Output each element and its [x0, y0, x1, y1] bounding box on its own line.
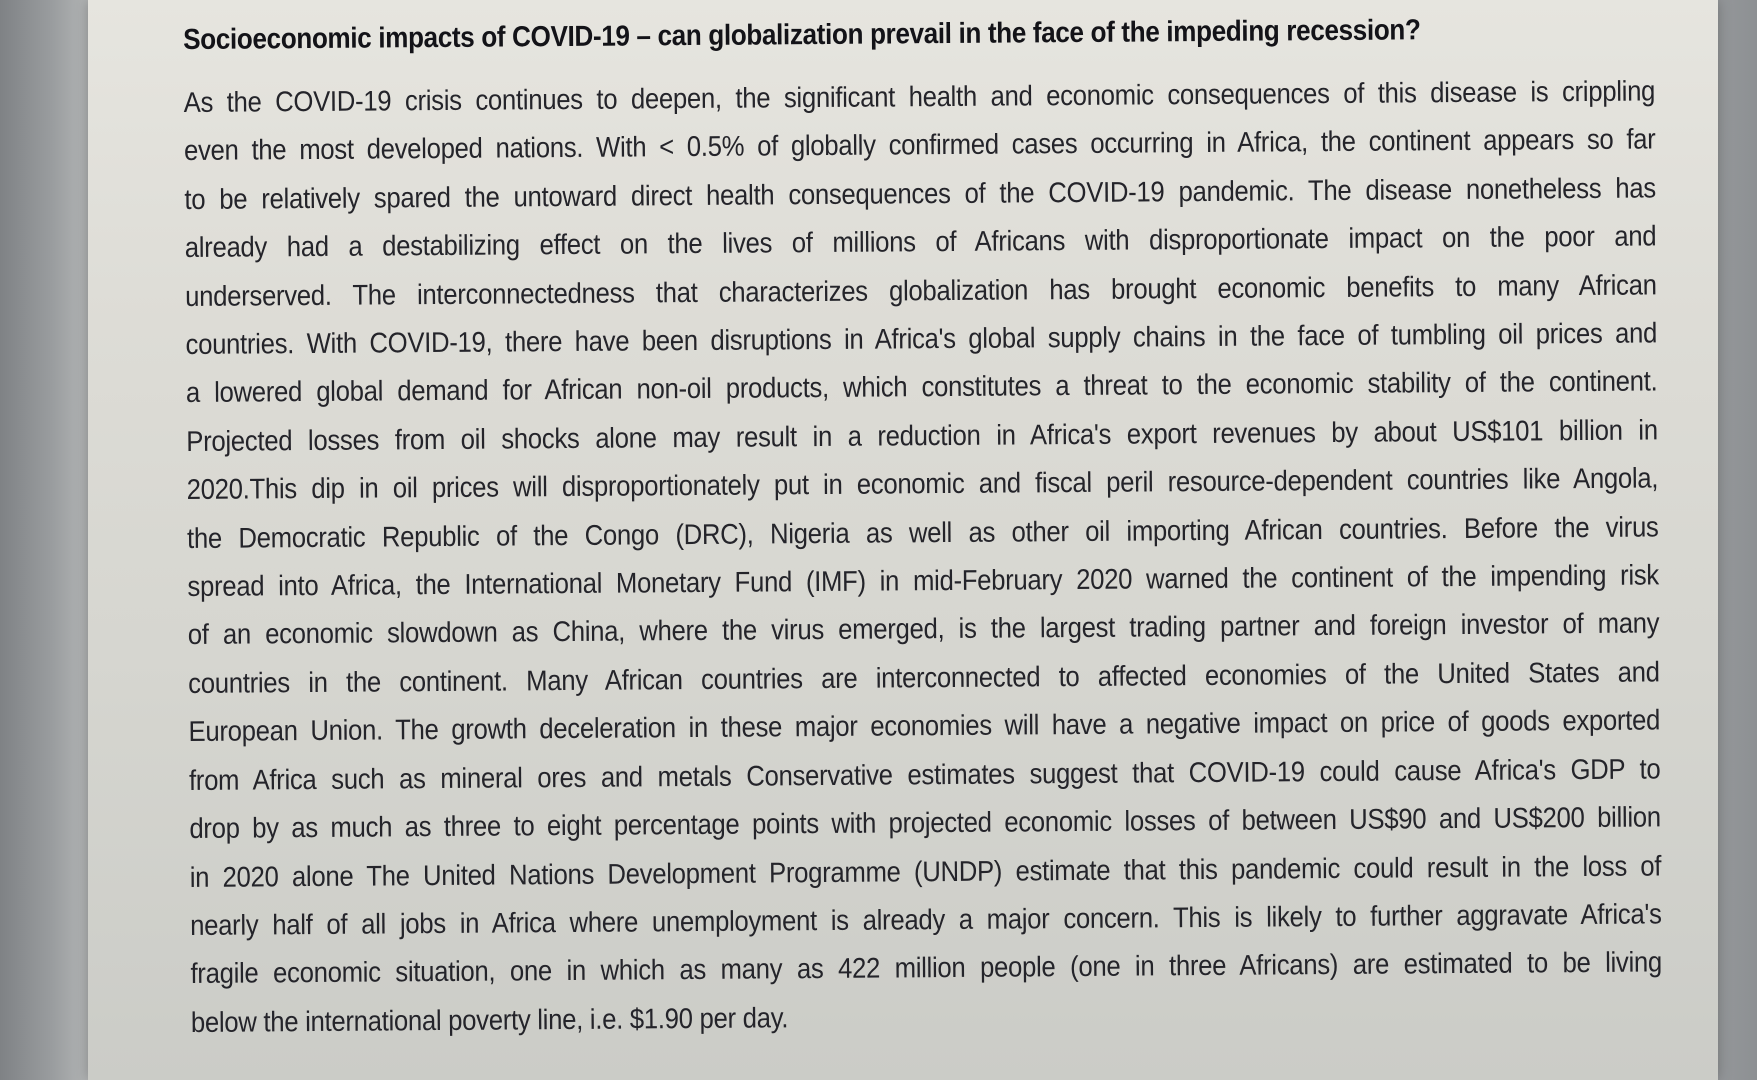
paragraph-line: even the most developed nations. With < 0.5% of globally confirmed cases occurring in Africa, the continent appears so far — [183, 123, 1656, 168]
document-page — [88, 0, 1718, 1080]
paragraph-line: 2020.This dip in oil prices will disproportionately put in economic and fiscal peril resource-dependent countries like Angola, — [186, 462, 1659, 507]
document-content — [183, 6, 1666, 1047]
paragraph-line: nearly half of all jobs in Africa where unemployment is already a major concern. This is likely to further aggravate Africa's — [190, 898, 1662, 942]
paragraph-line: from Africa such as mineral ores and metals Conservative estimates suggest that COVID-19 could cause Africa's GDP to — [188, 753, 1661, 797]
paragraph-line: countries in the continent. Many African countries are interconnected to affected economies of the United States and — [188, 656, 1660, 700]
paragraph-line: to be relatively spared the untoward direct health consequences of the COVID-19 pandemic. The disease nonetheless has — [184, 172, 1657, 216]
paragraph-line: As the COVID-19 crisis continues to deepen, the significant health and economic consequences of this disease is crippling — [183, 75, 1656, 119]
paragraph-line: drop by as much as three to eight percentage points with projected economic losses of between US$90 and US$200 billion — [189, 801, 1661, 846]
paragraph-line: in 2020 alone The United Nations Development Programme (UNDP) estimate that this pandemic could result in the loss of — [189, 849, 1662, 894]
document-title: Socioeconomic impacts of COVID-19 – can globalization prevail in the face of the impeding recession? — [183, 14, 1421, 56]
document-paragraph — [183, 67, 1662, 1047]
paragraph-line: underserved. The interconnectedness that characterizes globalization has brought economic benefits to many African — [185, 269, 1657, 313]
paragraph-line: the Democratic Republic of the Congo (DRC), Nigeria as well as other oil importing African countries. Before the virus — [186, 511, 1659, 555]
paragraph-line: Projected losses from oil shocks alone may result in a reduction in Africa's export revenues by about US$101 billion in — [186, 414, 1658, 458]
paragraph-line: already had a destabilizing effect on the lives of millions of Africans with disproportionate impact on the poor and — [184, 220, 1657, 265]
paragraph-line: European Union. The growth deceleration in these major economies will have a negative impact on price of goods exported — [188, 704, 1661, 749]
paragraph-line: countries. With COVID-19, there have been disruptions in Africa's global supply chains in the face of tumbling oil prices and — [185, 317, 1658, 362]
paragraph-line: of an economic slowdown as China, where the virus emerged, is the largest trading partner and foreign investor of many — [187, 607, 1660, 652]
paragraph-line: below the international poverty line, i.e. $1.90 per day. — [190, 1001, 789, 1039]
paragraph-line: spread into Africa, the International Monetary Fund (IMF) in mid-February 2020 warned the continent of the impending risk — [187, 559, 1660, 604]
paragraph-line: fragile economic situation, one in which as many as 422 million people (one in three Africans) are estimated to be living — [190, 946, 1663, 991]
paragraph-line: a lowered global demand for African non-oil products, which constitutes a threat to the economic stability of the continent. — [185, 365, 1658, 410]
